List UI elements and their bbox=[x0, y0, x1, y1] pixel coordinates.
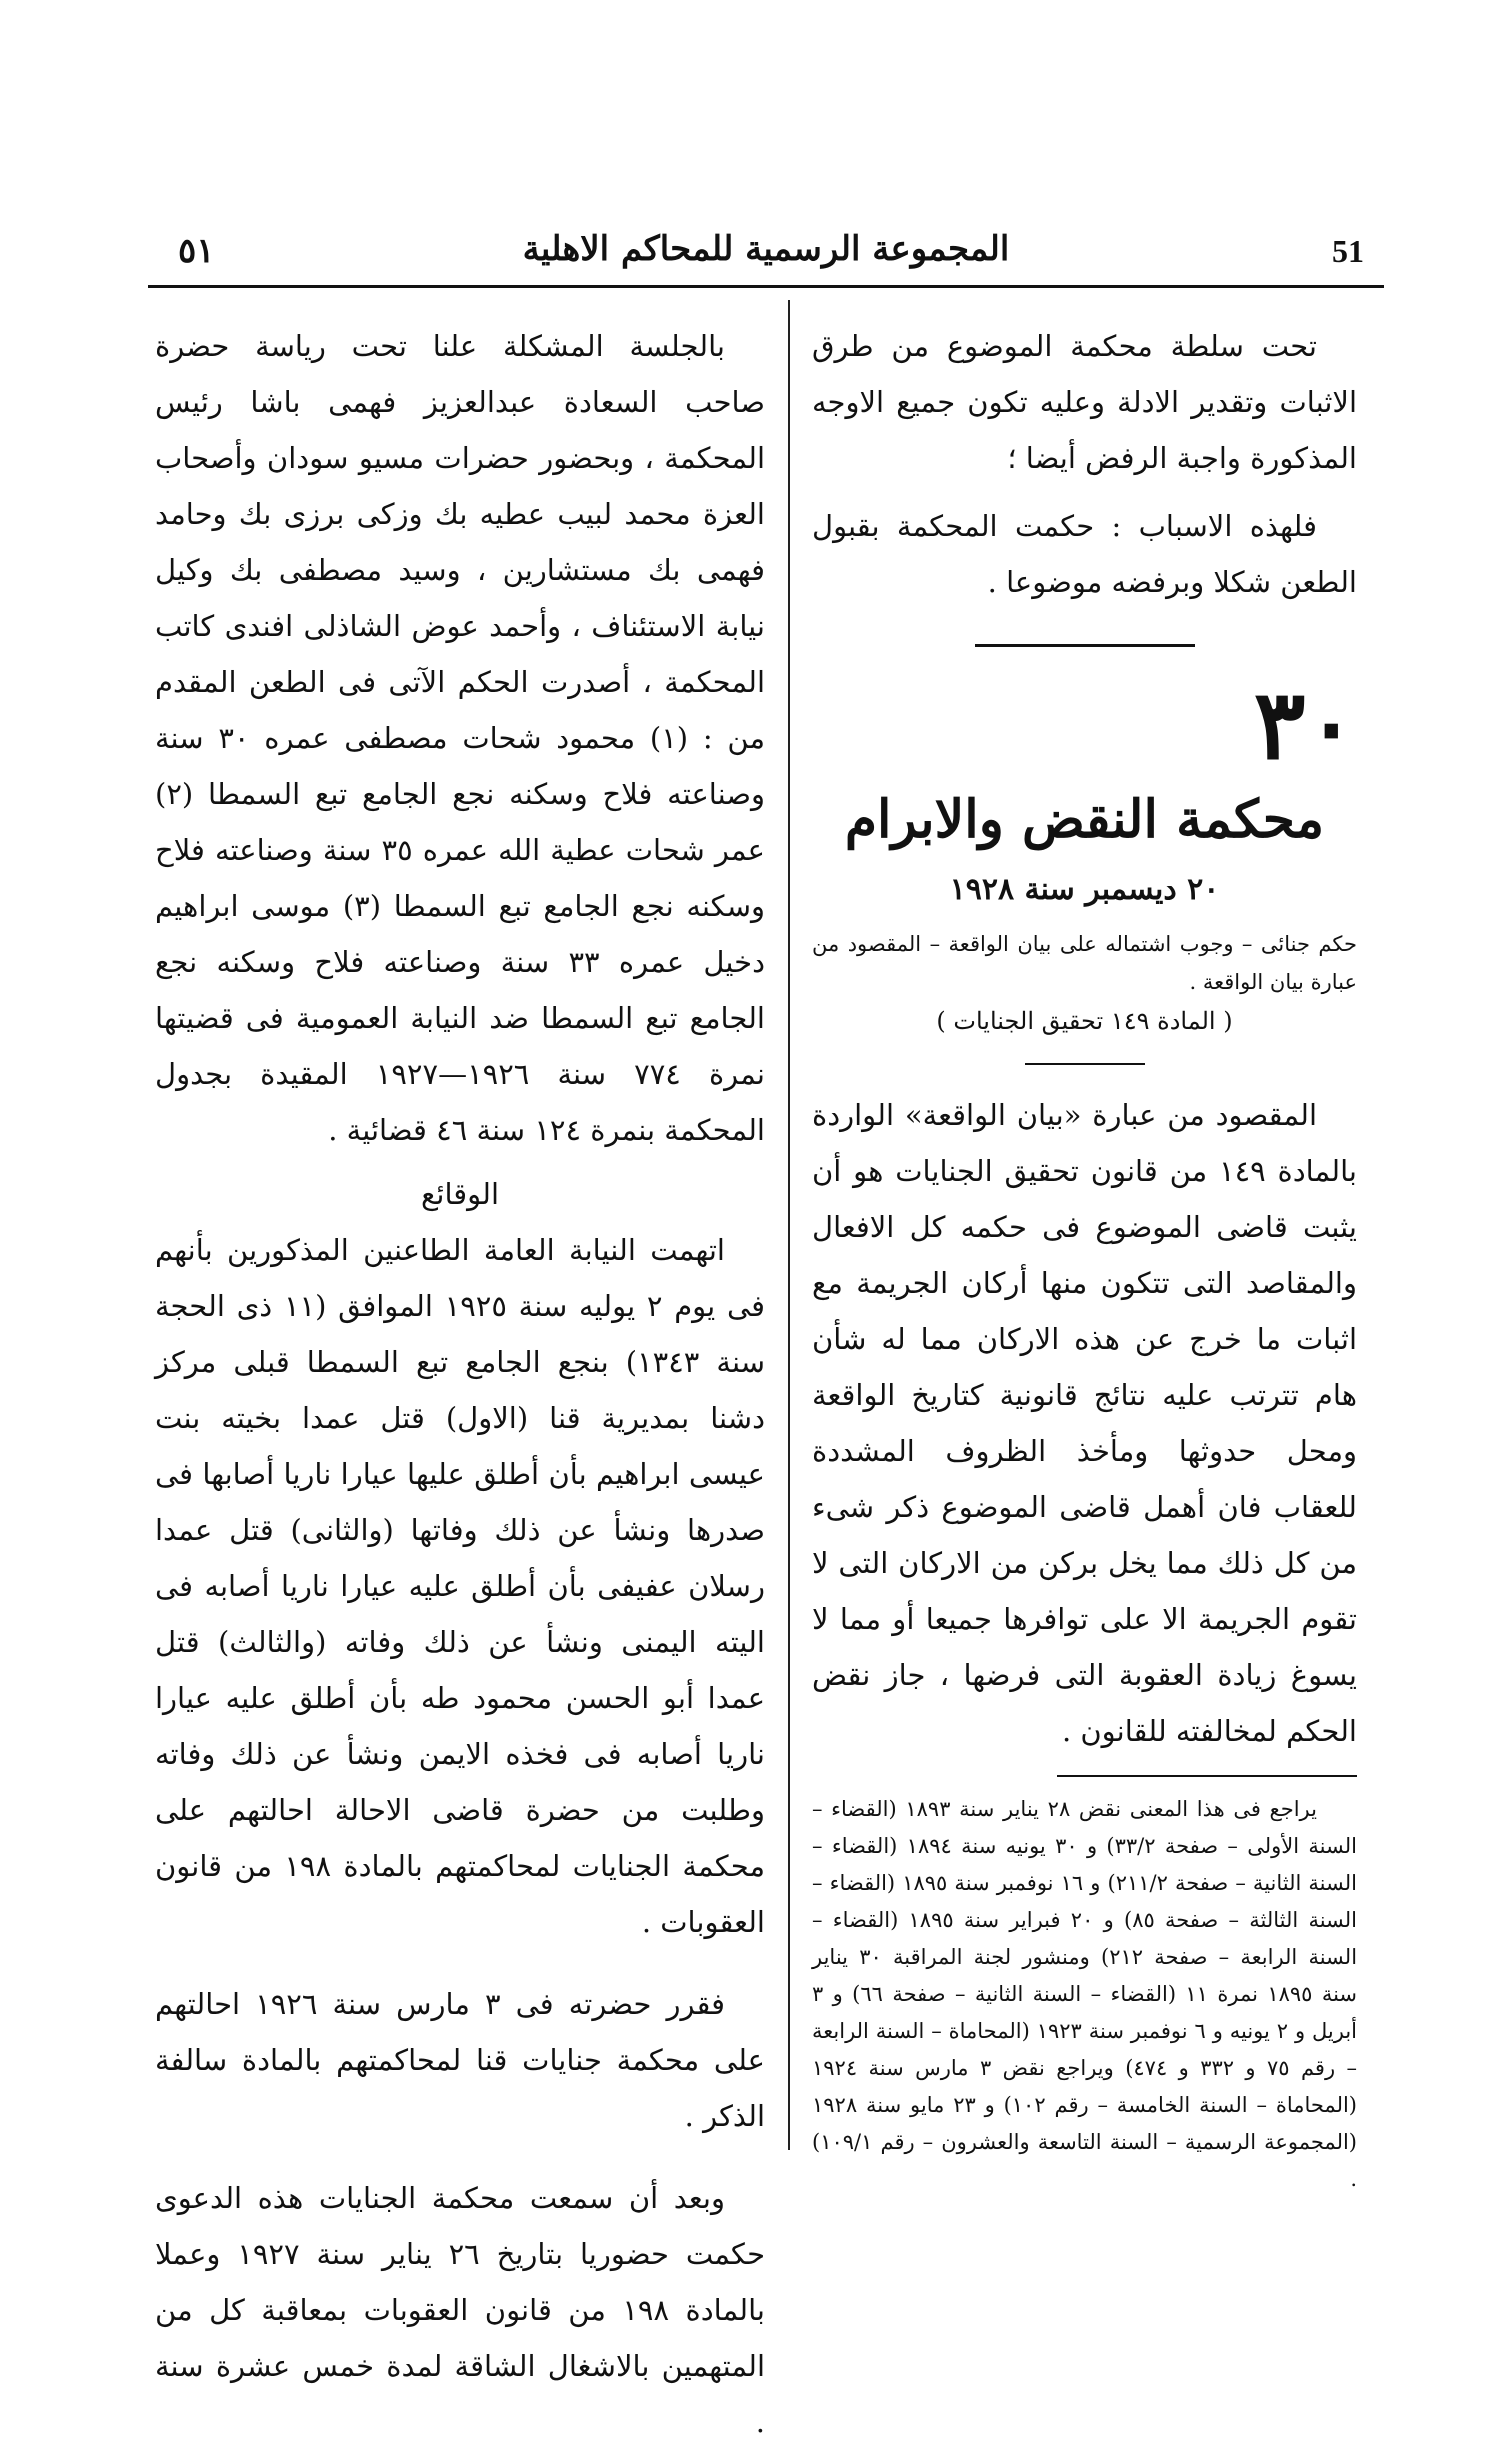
facts-heading: الوقائع bbox=[420, 1177, 500, 1211]
verdict-paragraph: وبعد أن سمعت محكمة الجنايات هذه الدعوى حكمت حضوريا بتاريخ ٢٦ يناير سنة ١٩٢٧ وعملا بالمادة ١٩٨ من قانون العقوبات بمعاقبة كل من المتهمين بالاشغال الشاقة لمدة خمس عشرة سنة . bbox=[155, 2181, 766, 2439]
footnote: يراجع فى هذا المعنى نقض ٢٨ يناير سنة ١٨٩٣ (القضاء – السنة الأولى – صفحة ٣٣/٢) و ٣٠ يونيه سنة ١٨٩٤ (القضاء – السنة الثانية – صفحة ٢١١/٢) و ١٦ نوفمبر سنة ١٨٩٥ (القضاء – السنة الثالثة – صفحة ٨٥) و ٢٠ فبراير سنة ١٨٩٥ (القضاء – السنة الرابعة – صفحة ٢١٢) ومنشور لجنة المراقبة ٣٠ يناير سنة ١٨٩٥ نمرة ١١ (القضاء – السنة الثانية – صفحة ٦٦) و ٣ أبريل و ٢ يونيه و ٦ نوفمبر سنة ١٩٢٣ (المحاماة – السنة الرابعة – رقم ٧٥ و ٣٣٢ و ٤٧٤) ويراجع نقض ٣ مارس سنة ١٩٢٤ (المحاماة – السنة الخامسة – رقم ١٠٢) و ٢٣ مايو سنة ١٩٢٨ (المجموعة الرسمية – السنة التاسعة والعشرون – رقم ١٠٩/١) . bbox=[812, 1797, 1358, 2191]
court-name: محكمة النقض والابرام bbox=[844, 789, 1325, 850]
headnote-rule bbox=[1025, 1063, 1145, 1065]
running-title: المجموعة الرسمية للمحاكم الاهلية bbox=[522, 229, 1010, 269]
legal-principle: المقصود من عبارة «بيان الواقعة» الواردة بالمادة ١٤٩ من قانون تحقيق الجنايات هو أن يثبت قاضى الموضوع فى حكمه كل الافعال والمقاصد التى تتكون منها أركان الجريمة مع اثبات ما خرج عن هذه الاركان مما له شأن هام تترتب عليه نتائج قانونية كتاريخ الواقعة ومحل حدوثها ومأخذ الظروف المشددة للعقاب فان أهمل قاضى الموضوع ذكر شىء من كل ذلك مما يخل بركن من الاركان التى لا تقوم الجريمة الا على توافرها جميعا أو مما لا يسوغ زيادة العقوبة التى فرضها ، جاز نقض الحكم لمخالفته للقانون . bbox=[812, 1098, 1358, 1748]
right-column bbox=[812, 318, 1357, 2198]
ruling-date: ٢٠ ديسمبر سنة ١٩٢٨ bbox=[949, 872, 1220, 907]
column-divider bbox=[788, 300, 790, 2150]
section-separator bbox=[975, 644, 1195, 647]
left-column bbox=[155, 318, 765, 2450]
header-rule bbox=[148, 285, 1384, 288]
facts-paragraph: اتهمت النيابة العامة الطاعنين المذكورين بأنهم فى يوم ٢ يوليه سنة ١٩٢٥ الموافق (١١ ذى الحجة سنة ١٣٤٣) بنجع الجامع تبع السمطا قبلى مركز دشنا بمديرية قنا (الاول) قتل عمدا بخيته بنت عيسى ابراهيم بأن أطلق عليها عيارا ناريا أصابها فى صدرها ونشأ عن ذلك وفاتها (والثانى) قتل عمدا رسلان عفيفى بأن أطلق عليه عيارا ناريا أصابه فى اليته اليمنى ونشأ عن ذلك وفاته (والثالث) قتل عمدا أبو الحسن محمود طه بأن أطلق عليه عيارا ناريا أصابه فى فخذه الايمن ونشأ عن ذلك وفاته وطلبت من حضرة قاضى الاحالة احالتهم على محكمة الجنايات لمحاكمتهم بالمادة ١٩٨ من قانون العقوبات . bbox=[155, 1233, 765, 1939]
page-header bbox=[148, 225, 1384, 285]
page-number-latin: 51 bbox=[1332, 233, 1364, 269]
section-number: ٣٠ bbox=[1253, 668, 1357, 781]
page-number-arabic: ٥١ bbox=[178, 231, 215, 271]
conclusion-paragraph: فلهذه الاسباب : حكمت المحكمة بقبول الطعن شكلا وبرفضه موضوعا . bbox=[812, 509, 1357, 599]
opening-paragraph: تحت سلطة محكمة الموضوع من طرق الاثبات وتقدير الادلة وعليه تكون جميع الاوجه المذكورة واجبة الرفض أيضا ؛ bbox=[812, 329, 1357, 475]
headnote: حكم جنائى – وجوب اشتماله على بيان الواقعة – المقصود من عبارة بيان الواقعة . bbox=[812, 932, 1357, 994]
footnote-rule bbox=[1057, 1775, 1357, 1777]
session-paragraph: بالجلسة المشكلة علنا تحت رياسة حضرة صاحب السعادة عبدالعزيز فهمى باشا رئيس المحكمة ، وبحضور حضرات مسيو سودان وأصحاب العزة محمد لبيب عطيه بك وزكى برزى بك وحامد فهمى بك مستشارين ، وسيد مصطفى بك وكيل نيابة الاستئناف ، وأحمد عوض الشاذلى افندى كاتب المحكمة ، أصدرت الحكم الآتى فى الطعن المقدم من : (١) محمود شحات مصطفى عمره ٣٠ سنة وصناعته فلاح وسكنه نجع الجامع تبع السمطا (٢) عمر شحات عطية الله عمره ٣٥ سنة وصناعته فلاح وسكنه نجع الجامع تبع السمطا (٣) موسى ابراهيم دخيل عمره ٣٣ سنة وصناعته فلاح وسكنه نجع الجامع تبع السمطا ضد النيابة العمومية فى قضيتها نمرة ٧٧٤ سنة ١٩٢٦—١٩٢٧ المقيدة بجدول المحكمة بنمرة ١٢٤ سنة ٤٦ قضائية . bbox=[155, 329, 765, 1147]
referral-paragraph: فقرر حضرته فى ٣ مارس سنة ١٩٢٦ احالتهم على محكمة جنايات قنا لمحاكمتهم بالمادة سالفة الذكر . bbox=[155, 1987, 765, 2133]
article-reference: ( المادة ١٤٩ تحقيق الجنايات ) bbox=[936, 1007, 1233, 1035]
